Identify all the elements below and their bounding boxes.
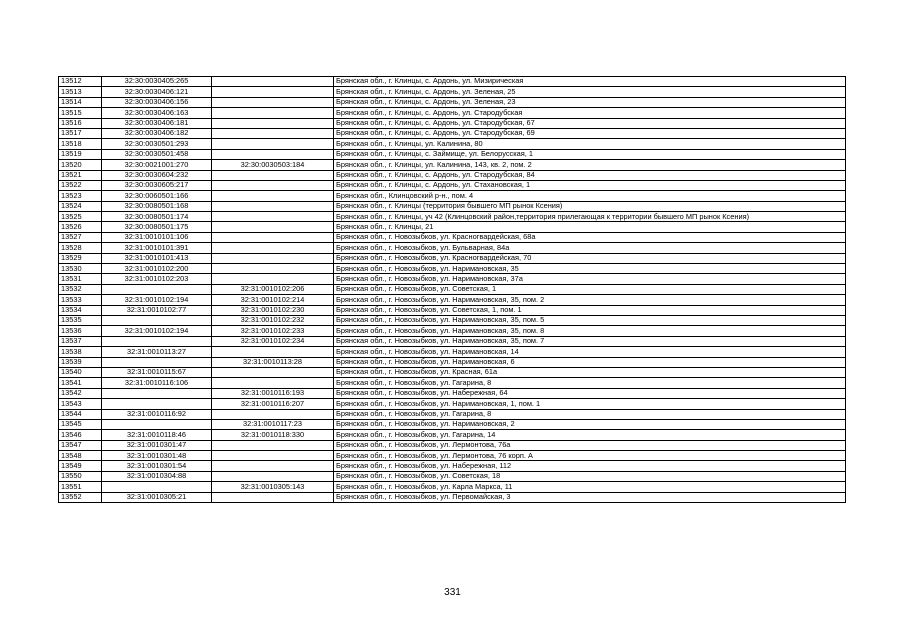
cadastral-number-cell: 32:30:0030605:217 bbox=[102, 180, 212, 190]
secondary-cadastral-number-cell bbox=[212, 87, 334, 97]
secondary-cadastral-number-cell: 32:30:0030503:184 bbox=[212, 160, 334, 170]
secondary-cadastral-number-cell bbox=[212, 253, 334, 263]
record-number-cell: 13527 bbox=[59, 232, 102, 242]
address-cell: Брянская обл., г. Клинцы, с. Ардонь, ул. Стародубская, 67 bbox=[334, 118, 846, 128]
table-row bbox=[59, 253, 846, 263]
record-number-cell: 13539 bbox=[59, 357, 102, 367]
secondary-cadastral-number-cell bbox=[212, 77, 334, 87]
cadastral-number-cell: 32:30:0030604:232 bbox=[102, 170, 212, 180]
cadastral-number-cell: 32:30:0030405:265 bbox=[102, 77, 212, 87]
table-row bbox=[59, 139, 846, 149]
address-cell: Брянская обл., г. Новозыбков, ул. Гагарина, 8 bbox=[334, 409, 846, 419]
cadastral-number-cell: 32:30:0080501:168 bbox=[102, 201, 212, 211]
table-row bbox=[59, 357, 846, 367]
table-row bbox=[59, 305, 846, 315]
cadastral-number-cell: 32:31:0010116:92 bbox=[102, 409, 212, 419]
cadastral-number-cell: 32:30:0030406:163 bbox=[102, 108, 212, 118]
secondary-cadastral-number-cell: 32:31:0010102:233 bbox=[212, 326, 334, 336]
table-row bbox=[59, 128, 846, 138]
secondary-cadastral-number-cell: 32:31:0010116:193 bbox=[212, 388, 334, 398]
record-number-cell: 13517 bbox=[59, 128, 102, 138]
address-cell: Брянская обл., г. Новозыбков, ул. Красногвардейская, 70 bbox=[334, 253, 846, 263]
record-number-cell: 13546 bbox=[59, 430, 102, 440]
record-number-cell: 13547 bbox=[59, 440, 102, 450]
table-row bbox=[59, 232, 846, 242]
cadastral-number-cell bbox=[102, 482, 212, 492]
cadastral-number-cell: 32:31:0010116:106 bbox=[102, 378, 212, 388]
secondary-cadastral-number-cell bbox=[212, 232, 334, 242]
secondary-cadastral-number-cell bbox=[212, 409, 334, 419]
cadastral-number-cell: 32:31:0010118:46 bbox=[102, 430, 212, 440]
address-cell: Брянская обл., г. Клинцы, с. Ардонь, ул. Зеленая, 23 bbox=[334, 97, 846, 107]
cadastral-number-cell bbox=[102, 336, 212, 346]
secondary-cadastral-number-cell bbox=[212, 97, 334, 107]
address-cell: Брянская обл., г. Новозыбков, ул. Наримановская, 37а bbox=[334, 274, 846, 284]
cadastral-number-cell: 32:30:0060501:166 bbox=[102, 191, 212, 201]
table-row bbox=[59, 367, 846, 377]
record-number-cell: 13538 bbox=[59, 347, 102, 357]
secondary-cadastral-number-cell bbox=[212, 274, 334, 284]
record-number-cell: 13526 bbox=[59, 222, 102, 232]
registry-table-body bbox=[59, 77, 846, 503]
address-cell: Брянская обл., г. Новозыбков, ул. Наримановская, 1, пом. 1 bbox=[334, 399, 846, 409]
cadastral-number-cell: 32:31:0010115:67 bbox=[102, 367, 212, 377]
record-number-cell: 13552 bbox=[59, 492, 102, 502]
secondary-cadastral-number-cell: 32:31:0010102:214 bbox=[212, 295, 334, 305]
table-row bbox=[59, 430, 846, 440]
record-number-cell: 13528 bbox=[59, 243, 102, 253]
record-number-cell: 13518 bbox=[59, 139, 102, 149]
cadastral-number-cell: 32:31:0010101:106 bbox=[102, 232, 212, 242]
cadastral-number-cell: 32:31:0010305:21 bbox=[102, 492, 212, 502]
cadastral-number-cell: 32:31:0010102:194 bbox=[102, 295, 212, 305]
record-number-cell: 13515 bbox=[59, 108, 102, 118]
secondary-cadastral-number-cell: 32:31:0010113:28 bbox=[212, 357, 334, 367]
secondary-cadastral-number-cell: 32:31:0010117:23 bbox=[212, 419, 334, 429]
record-number-cell: 13532 bbox=[59, 284, 102, 294]
secondary-cadastral-number-cell bbox=[212, 222, 334, 232]
cadastral-number-cell: 32:30:0030406:156 bbox=[102, 97, 212, 107]
table-row bbox=[59, 451, 846, 461]
record-number-cell: 13521 bbox=[59, 170, 102, 180]
table-row bbox=[59, 87, 846, 97]
secondary-cadastral-number-cell bbox=[212, 440, 334, 450]
record-number-cell: 13524 bbox=[59, 201, 102, 211]
record-number-cell: 13523 bbox=[59, 191, 102, 201]
cadastral-number-cell bbox=[102, 357, 212, 367]
secondary-cadastral-number-cell bbox=[212, 128, 334, 138]
address-cell: Брянская обл., г. Новозыбков, ул. Набережная, 64 bbox=[334, 388, 846, 398]
secondary-cadastral-number-cell bbox=[212, 118, 334, 128]
record-number-cell: 13533 bbox=[59, 295, 102, 305]
table-row bbox=[59, 118, 846, 128]
cadastral-number-cell: 32:31:0010301:47 bbox=[102, 440, 212, 450]
record-number-cell: 13549 bbox=[59, 461, 102, 471]
table-row bbox=[59, 149, 846, 159]
address-cell: Брянская обл., г. Клинцы, ул. Калинина, 143, кв. 2, пом. 2 bbox=[334, 160, 846, 170]
address-cell: Брянская обл., г. Новозыбков, ул. Наримановская, 2 bbox=[334, 419, 846, 429]
table-row bbox=[59, 264, 846, 274]
secondary-cadastral-number-cell bbox=[212, 471, 334, 481]
record-number-cell: 13550 bbox=[59, 471, 102, 481]
table-row bbox=[59, 180, 846, 190]
cadastral-number-cell: 32:30:0080501:174 bbox=[102, 212, 212, 222]
table-row bbox=[59, 97, 846, 107]
table-row bbox=[59, 212, 846, 222]
address-cell: Брянская обл., г. Клинцы, уч 42 (Клинцовский район,территория прилегающая к территории бывшего МП рынок Ксения) bbox=[334, 212, 846, 222]
secondary-cadastral-number-cell bbox=[212, 378, 334, 388]
cadastral-number-cell: 32:30:0030406:181 bbox=[102, 118, 212, 128]
cadastral-number-cell: 32:30:0021001:270 bbox=[102, 160, 212, 170]
address-cell: Брянская обл., г. Новозыбков, ул. Советская, 18 bbox=[334, 471, 846, 481]
secondary-cadastral-number-cell: 32:31:0010102:230 bbox=[212, 305, 334, 315]
address-cell: Брянская обл., г. Клинцы, с. Ардонь, ул. Стародубская, 84 bbox=[334, 170, 846, 180]
table-row bbox=[59, 326, 846, 336]
table-row bbox=[59, 274, 846, 284]
table-row bbox=[59, 170, 846, 180]
secondary-cadastral-number-cell bbox=[212, 347, 334, 357]
address-cell: Брянская обл., г. Новозыбков, ул. Карла Маркса, 11 bbox=[334, 482, 846, 492]
table-row bbox=[59, 388, 846, 398]
secondary-cadastral-number-cell: 32:31:0010116:207 bbox=[212, 399, 334, 409]
record-number-cell: 13535 bbox=[59, 315, 102, 325]
address-cell: Брянская обл., г. Новозыбков, ул. Красногвардейская, 68а bbox=[334, 232, 846, 242]
cadastral-number-cell: 32:30:0030406:121 bbox=[102, 87, 212, 97]
cadastral-number-cell: 32:31:0010101:391 bbox=[102, 243, 212, 253]
cadastral-number-cell: 32:31:0010301:54 bbox=[102, 461, 212, 471]
address-cell: Брянская обл., г. Клинцы, с. Займище, ул. Белорусская, 1 bbox=[334, 149, 846, 159]
record-number-cell: 13512 bbox=[59, 77, 102, 87]
secondary-cadastral-number-cell bbox=[212, 170, 334, 180]
address-cell: Брянская обл., г. Клинцы, с. Ардонь, ул. Стародубская, 69 bbox=[334, 128, 846, 138]
table-row bbox=[59, 347, 846, 357]
secondary-cadastral-number-cell bbox=[212, 139, 334, 149]
secondary-cadastral-number-cell bbox=[212, 180, 334, 190]
cadastral-number-cell: 32:30:0030501:458 bbox=[102, 149, 212, 159]
address-cell: Брянская обл., г. Новозыбков, ул. Наримановская, 35, пом. 8 bbox=[334, 326, 846, 336]
secondary-cadastral-number-cell bbox=[212, 212, 334, 222]
secondary-cadastral-number-cell: 32:31:0010118:330 bbox=[212, 430, 334, 440]
secondary-cadastral-number-cell bbox=[212, 264, 334, 274]
address-cell: Брянская обл., г. Новозыбков, ул. Лермонтова, 76 корп. А bbox=[334, 451, 846, 461]
record-number-cell: 13541 bbox=[59, 378, 102, 388]
address-cell: Брянская обл., Клинцовский р-н., пом. 4 bbox=[334, 191, 846, 201]
address-cell: Брянская обл., г. Новозыбков, ул. Наримановская, 6 bbox=[334, 357, 846, 367]
address-cell: Брянская обл., г. Клинцы, с. Ардонь, ул. Стахановская, 1 bbox=[334, 180, 846, 190]
address-cell: Брянская обл., г. Новозыбков, ул. Наримановская, 35 bbox=[334, 264, 846, 274]
record-number-cell: 13516 bbox=[59, 118, 102, 128]
address-cell: Брянская обл., г. Новозыбков, ул. Наримановская, 35, пом. 2 bbox=[334, 295, 846, 305]
secondary-cadastral-number-cell bbox=[212, 149, 334, 159]
cadastral-number-cell bbox=[102, 399, 212, 409]
address-cell: Брянская обл., г. Новозыбков, ул. Советская, 1, пом. 1 bbox=[334, 305, 846, 315]
cadastral-number-cell bbox=[102, 315, 212, 325]
secondary-cadastral-number-cell: 32:31:0010102:206 bbox=[212, 284, 334, 294]
table-row bbox=[59, 471, 846, 481]
cadastral-number-cell: 32:30:0030406:182 bbox=[102, 128, 212, 138]
cadastral-number-cell: 32:31:0010304:88 bbox=[102, 471, 212, 481]
secondary-cadastral-number-cell bbox=[212, 492, 334, 502]
table-row bbox=[59, 160, 846, 170]
address-cell: Брянская обл., г. Новозыбков, ул. Наримановская, 14 bbox=[334, 347, 846, 357]
address-cell: Брянская обл., г. Клинцы, с. Ардонь, ул. Зеленая, 25 bbox=[334, 87, 846, 97]
address-cell: Брянская обл., г. Новозыбков, ул. Красная, 61а bbox=[334, 367, 846, 377]
cadastral-number-cell: 32:31:0010113:27 bbox=[102, 347, 212, 357]
table-row bbox=[59, 315, 846, 325]
table-row bbox=[59, 77, 846, 87]
record-number-cell: 13531 bbox=[59, 274, 102, 284]
record-number-cell: 13545 bbox=[59, 419, 102, 429]
address-cell: Брянская обл., г. Новозыбков, ул. Бульварная, 84а bbox=[334, 243, 846, 253]
table-row bbox=[59, 222, 846, 232]
address-cell: Брянская обл., г. Клинцы, с. Ардонь, ул. Мизирическая bbox=[334, 77, 846, 87]
table-row bbox=[59, 295, 846, 305]
table-row bbox=[59, 336, 846, 346]
address-cell: Брянская обл., г. Клинцы (территория бывшего МП рынок Ксения) bbox=[334, 201, 846, 211]
record-number-cell: 13544 bbox=[59, 409, 102, 419]
table-row bbox=[59, 399, 846, 409]
address-cell: Брянская обл., г. Новозыбков, ул. Гагарина, 8 bbox=[334, 378, 846, 388]
address-cell: Брянская обл., г. Новозыбков, ул. Гагарина, 14 bbox=[334, 430, 846, 440]
secondary-cadastral-number-cell bbox=[212, 243, 334, 253]
address-cell: Брянская обл., г. Новозыбков, ул. Наримановская, 35, пом. 5 bbox=[334, 315, 846, 325]
cadastral-number-cell bbox=[102, 419, 212, 429]
table-row bbox=[59, 201, 846, 211]
record-number-cell: 13537 bbox=[59, 336, 102, 346]
record-number-cell: 13522 bbox=[59, 180, 102, 190]
secondary-cadastral-number-cell bbox=[212, 367, 334, 377]
record-number-cell: 13548 bbox=[59, 451, 102, 461]
record-number-cell: 13534 bbox=[59, 305, 102, 315]
record-number-cell: 13513 bbox=[59, 87, 102, 97]
secondary-cadastral-number-cell: 32:31:0010102:234 bbox=[212, 336, 334, 346]
secondary-cadastral-number-cell: 32:31:0010305:143 bbox=[212, 482, 334, 492]
cadastral-number-cell: 32:31:0010102:194 bbox=[102, 326, 212, 336]
table-row bbox=[59, 191, 846, 201]
cadastral-number-cell: 32:30:0080501:175 bbox=[102, 222, 212, 232]
cadastral-number-cell: 32:31:0010301:48 bbox=[102, 451, 212, 461]
secondary-cadastral-number-cell bbox=[212, 461, 334, 471]
record-number-cell: 13519 bbox=[59, 149, 102, 159]
secondary-cadastral-number-cell bbox=[212, 451, 334, 461]
record-number-cell: 13543 bbox=[59, 399, 102, 409]
cadastral-number-cell: 32:30:0030501:293 bbox=[102, 139, 212, 149]
address-cell: Брянская обл., г. Новозыбков, ул. Первомайская, 3 bbox=[334, 492, 846, 502]
table-row bbox=[59, 440, 846, 450]
property-registry-table bbox=[58, 76, 846, 503]
address-cell: Брянская обл., г. Клинцы, ул. Калинина, 80 bbox=[334, 139, 846, 149]
record-number-cell: 13529 bbox=[59, 253, 102, 263]
address-cell: Брянская обл., г. Новозыбков, ул. Советская, 1 bbox=[334, 284, 846, 294]
cadastral-number-cell: 32:31:0010102:77 bbox=[102, 305, 212, 315]
secondary-cadastral-number-cell bbox=[212, 191, 334, 201]
page-number: 331 bbox=[444, 587, 461, 598]
record-number-cell: 13536 bbox=[59, 326, 102, 336]
table-row bbox=[59, 243, 846, 253]
table-row bbox=[59, 419, 846, 429]
table-row bbox=[59, 284, 846, 294]
record-number-cell: 13514 bbox=[59, 97, 102, 107]
address-cell: Брянская обл., г. Клинцы, с. Ардонь, ул. Стародубская bbox=[334, 108, 846, 118]
record-number-cell: 13525 bbox=[59, 212, 102, 222]
cadastral-number-cell bbox=[102, 284, 212, 294]
record-number-cell: 13540 bbox=[59, 367, 102, 377]
table-row bbox=[59, 378, 846, 388]
table-row bbox=[59, 461, 846, 471]
table-row bbox=[59, 108, 846, 118]
cadastral-number-cell bbox=[102, 388, 212, 398]
address-cell: Брянская обл., г. Новозыбков, ул. Наримановская, 35, пом. 7 bbox=[334, 336, 846, 346]
record-number-cell: 13520 bbox=[59, 160, 102, 170]
table-row bbox=[59, 492, 846, 502]
record-number-cell: 13551 bbox=[59, 482, 102, 492]
cadastral-number-cell: 32:31:0010102:203 bbox=[102, 274, 212, 284]
record-number-cell: 13530 bbox=[59, 264, 102, 274]
table-row bbox=[59, 409, 846, 419]
address-cell: Брянская обл., г. Клинцы, 21 bbox=[334, 222, 846, 232]
address-cell: Брянская обл., г. Новозыбков, ул. Набережная, 112 bbox=[334, 461, 846, 471]
secondary-cadastral-number-cell: 32:31:0010102:232 bbox=[212, 315, 334, 325]
record-number-cell: 13542 bbox=[59, 388, 102, 398]
cadastral-number-cell: 32:31:0010102:200 bbox=[102, 264, 212, 274]
secondary-cadastral-number-cell bbox=[212, 201, 334, 211]
secondary-cadastral-number-cell bbox=[212, 108, 334, 118]
table-row bbox=[59, 482, 846, 492]
cadastral-number-cell: 32:31:0010101:413 bbox=[102, 253, 212, 263]
address-cell: Брянская обл., г. Новозыбков, ул. Лермонтова, 76а bbox=[334, 440, 846, 450]
